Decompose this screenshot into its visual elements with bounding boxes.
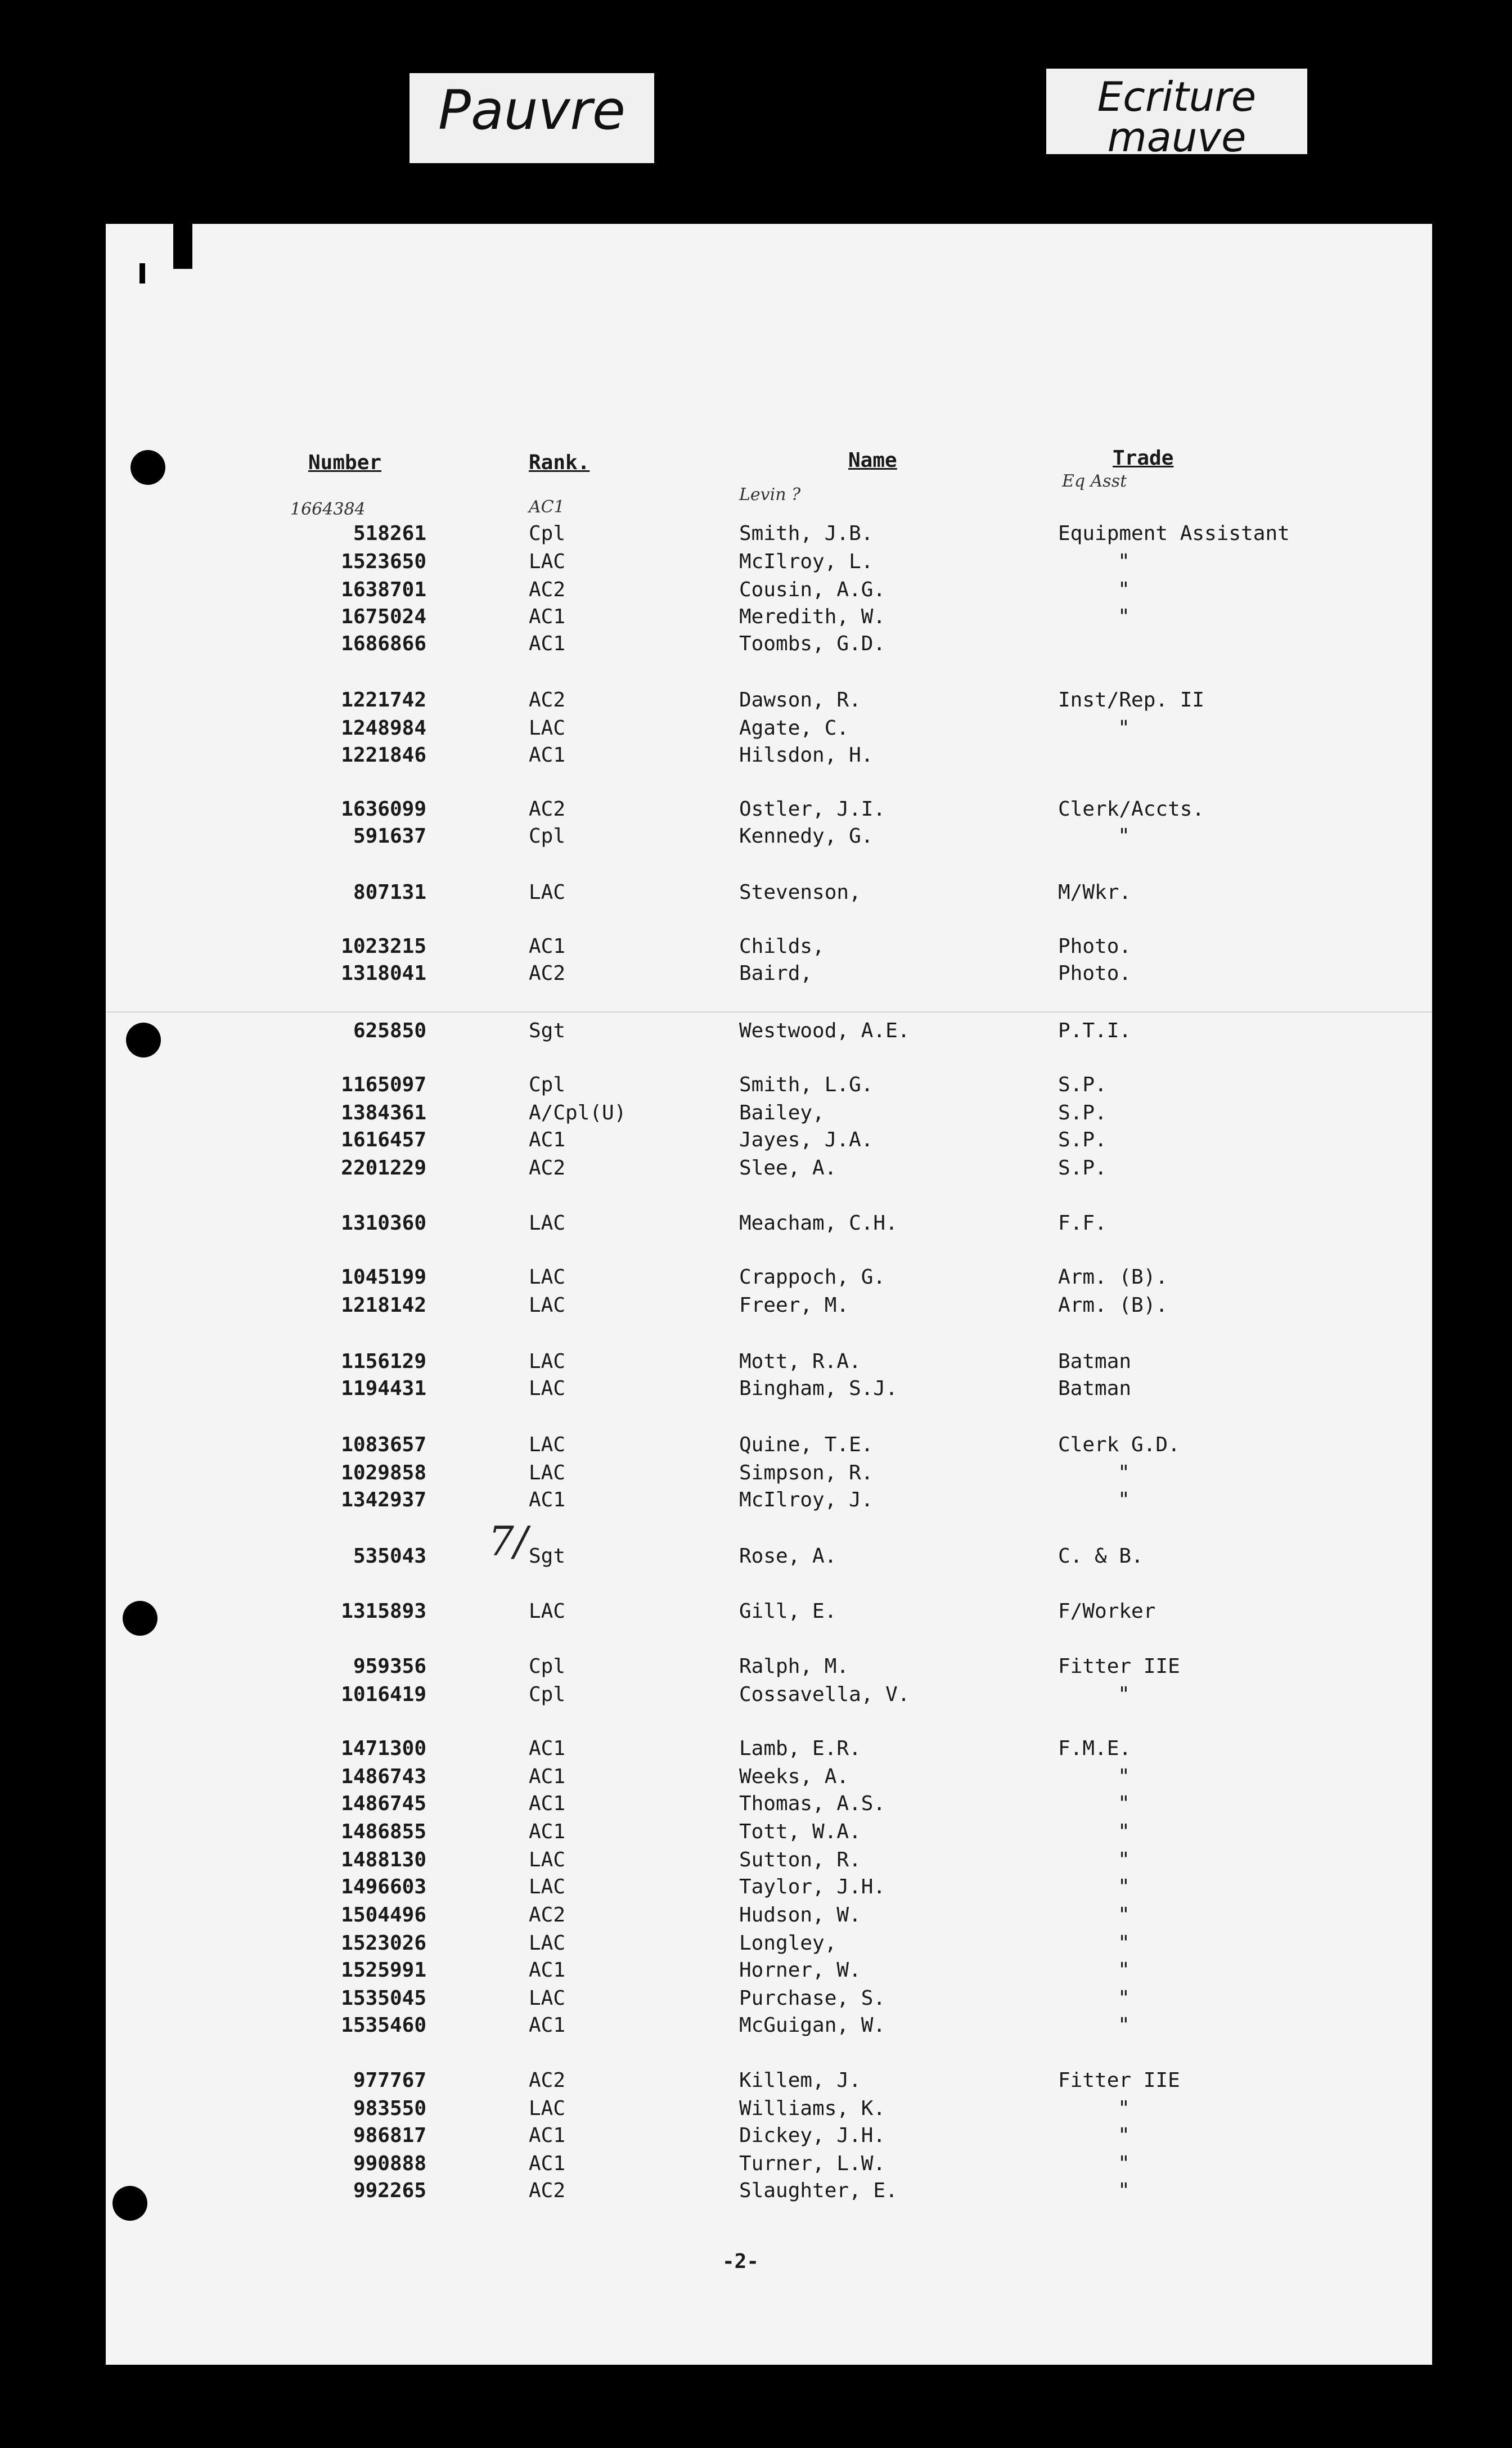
rank-cell: AC1 (529, 744, 566, 767)
name-cell: Toombs, G.D. (739, 632, 886, 655)
rank-cell: AC1 (529, 2152, 566, 2175)
rank-cell: LAC (529, 1433, 566, 1456)
header-number: Number (308, 451, 382, 474)
handwritten-rank: AC1 (529, 497, 565, 517)
name-cell: Turner, L.W. (739, 2152, 886, 2175)
trade-cell: " (1118, 717, 1130, 740)
rank-cell: AC1 (529, 1959, 566, 1982)
trade-cell: S.P. (1058, 1073, 1107, 1096)
trade-cell: " (1118, 1959, 1130, 1982)
number-cell: 1342937 (341, 1488, 426, 1511)
number-cell: 1016419 (341, 1683, 426, 1706)
trade-cell: " (1118, 550, 1130, 573)
number-cell: 1471300 (341, 1737, 426, 1760)
handwritten-number: 1664384 (290, 500, 366, 519)
name-cell: Tott, W.A. (739, 1820, 861, 1843)
number-cell: 535043 (353, 1545, 426, 1568)
number-cell: 1488130 (341, 1848, 426, 1871)
handwritten-trade: Eq Asst (1062, 471, 1127, 491)
number-cell: 1523026 (341, 1932, 426, 1955)
tag-text-line1: Ecriture (1097, 73, 1257, 120)
number-cell: 1636099 (341, 798, 426, 821)
number-cell: 1686866 (341, 632, 426, 655)
table-row (106, 1875, 1432, 1904)
table-row (106, 717, 1432, 745)
trade-cell: F/Worker (1058, 1600, 1156, 1623)
table-row (106, 1987, 1432, 2015)
table-row (106, 1904, 1432, 1932)
rank-cell: AC1 (529, 632, 566, 655)
number-cell: 1194431 (341, 1377, 426, 1400)
name-cell: Hilsdon, H. (739, 744, 874, 767)
number-cell: 1165097 (341, 1073, 426, 1096)
name-cell: Mott, R.A. (739, 1350, 861, 1373)
number-cell: 1156129 (341, 1350, 426, 1373)
rank-cell: Cpl (529, 1073, 566, 1096)
trade-cell: " (1118, 1765, 1130, 1788)
name-cell: Cossavella, V. (739, 1683, 910, 1706)
number-cell: 1221846 (341, 744, 426, 767)
rank-cell: Cpl (529, 825, 566, 848)
table-row (106, 1792, 1432, 1820)
trade-cell: Fitter IIE (1058, 2069, 1180, 2092)
name-cell: Baird, (739, 962, 813, 985)
handwritten-name: Levin ? (739, 485, 801, 505)
name-cell: Jayes, J.A. (739, 1128, 874, 1151)
table-row (106, 1156, 1432, 1185)
table-row (106, 1737, 1432, 1765)
rank-cell: Cpl (529, 522, 566, 545)
table-row (106, 1820, 1432, 1848)
name-cell: Childs, (739, 935, 825, 958)
table-row (106, 1683, 1432, 1711)
trade-cell: Clerk/Accts. (1058, 798, 1205, 821)
table-row (106, 2124, 1432, 2152)
name-cell: Simpson, R. (739, 1461, 874, 1484)
rank-cell: LAC (529, 717, 566, 740)
rank-cell: AC1 (529, 2124, 566, 2147)
table-row (106, 2152, 1432, 2180)
trade-cell: Photo. (1058, 962, 1132, 985)
table-row (106, 1101, 1432, 1130)
table-row (106, 1350, 1432, 1378)
table-row (106, 2097, 1432, 2125)
table-row (106, 881, 1432, 909)
name-cell: Rose, A. (739, 1545, 837, 1568)
header-name: Name (848, 449, 897, 472)
number-cell: 992265 (353, 2179, 426, 2202)
number-cell: 1638701 (341, 578, 426, 601)
fold-line (106, 1011, 1432, 1012)
table-row (106, 744, 1432, 772)
table-row (106, 1488, 1432, 1516)
trade-cell: S.P. (1058, 1156, 1107, 1180)
number-cell: 807131 (353, 881, 426, 904)
table-row (106, 1377, 1432, 1405)
name-cell: Dawson, R. (739, 688, 861, 712)
header-trade: Trade (1113, 447, 1174, 470)
trade-cell: " (1118, 1461, 1130, 1484)
trade-cell: S.P. (1058, 1128, 1107, 1151)
name-cell: McIlroy, L. (739, 550, 874, 573)
rank-cell: AC1 (529, 2014, 566, 2037)
name-cell: Smith, J.B. (739, 522, 874, 545)
name-cell: Meredith, W. (739, 605, 886, 628)
annotation-tag-ecriture-mauve (1046, 69, 1307, 161)
rank-cell: AC1 (529, 1737, 566, 1760)
trade-cell: " (1118, 1488, 1130, 1511)
number-cell: 518261 (353, 522, 426, 545)
table-row (106, 1655, 1432, 1683)
trade-cell: " (1118, 2179, 1130, 2202)
trade-cell: " (1118, 1848, 1130, 1871)
name-cell: Bailey, (739, 1101, 825, 1124)
rank-cell: LAC (529, 1987, 566, 2010)
table-row (106, 798, 1432, 826)
trade-cell: Clerk G.D. (1058, 1433, 1180, 1456)
name-cell: Smith, L.G. (739, 1073, 874, 1096)
rank-cell: LAC (529, 1600, 566, 1623)
table-row (106, 578, 1432, 606)
name-cell: Weeks, A. (739, 1765, 849, 1788)
rank-cell: AC2 (529, 578, 566, 601)
trade-cell: " (1118, 2124, 1130, 2147)
trade-cell: S.P. (1058, 1101, 1107, 1124)
number-cell: 1045199 (341, 1266, 426, 1289)
rank-cell: AC1 (529, 1765, 566, 1788)
rank-cell: AC1 (529, 605, 566, 628)
name-cell: Purchase, S. (739, 1987, 886, 2010)
trade-cell: F.F. (1058, 1212, 1107, 1235)
trade-cell: Arm. (B). (1058, 1294, 1168, 1317)
table-row (106, 1932, 1432, 1960)
table-row (106, 935, 1432, 963)
rank-cell: LAC (529, 2097, 566, 2120)
trade-cell: " (1118, 1875, 1130, 1898)
table-row (106, 1461, 1432, 1490)
number-cell: 1384361 (341, 1101, 426, 1124)
number-cell: 1486855 (341, 1820, 426, 1843)
number-cell: 983550 (353, 2097, 426, 2120)
table-row (106, 1128, 1432, 1156)
name-cell: Thomas, A.S. (739, 1792, 886, 1815)
number-cell: 1525991 (341, 1959, 426, 1982)
trade-cell: Arm. (B). (1058, 1266, 1168, 1289)
rank-cell: LAC (529, 1212, 566, 1235)
trade-cell: Batman (1058, 1350, 1132, 1373)
number-cell: 1675024 (341, 605, 426, 628)
trade-cell: " (1118, 1987, 1130, 2010)
table-row (106, 688, 1432, 717)
trade-cell: " (1118, 1820, 1130, 1843)
trade-cell: " (1118, 605, 1130, 628)
rank-cell: AC2 (529, 688, 566, 712)
trade-cell: Inst/Rep. II (1058, 688, 1205, 712)
name-cell: Agate, C. (739, 717, 849, 740)
rank-cell: A/Cpl(U) (529, 1101, 627, 1124)
page-number: -2- (722, 2250, 759, 2273)
trade-cell: " (1118, 1932, 1130, 1955)
trade-cell: " (1118, 2152, 1130, 2175)
table-row (106, 1545, 1432, 1573)
rank-cell: AC2 (529, 962, 566, 985)
table-row (106, 1848, 1432, 1876)
name-cell: Freer, M. (739, 1294, 849, 1317)
table-row (106, 550, 1432, 578)
table-row (106, 1073, 1432, 1101)
name-cell: Kennedy, G. (739, 825, 874, 848)
trade-cell: " (1118, 2014, 1130, 2037)
handwritten-rank-prefix: 7/ (488, 1518, 528, 1565)
name-cell: Ostler, J.I. (739, 798, 886, 821)
number-cell: 1315893 (341, 1600, 426, 1623)
rank-cell: LAC (529, 1350, 566, 1373)
number-cell: 1523650 (341, 550, 426, 573)
number-cell: 1029858 (341, 1461, 426, 1484)
number-cell: 990888 (353, 2152, 426, 2175)
trade-cell: Fitter IIE (1058, 1655, 1180, 1678)
rank-cell: AC2 (529, 1904, 566, 1927)
name-cell: Killem, J. (739, 2069, 861, 2092)
rank-cell: LAC (529, 881, 566, 904)
document-page (106, 224, 1432, 2365)
name-cell: McIlroy, J. (739, 1488, 874, 1511)
number-cell: 1318041 (341, 962, 426, 985)
annotation-tag-pauvre (410, 73, 654, 163)
number-cell: 1310360 (341, 1212, 426, 1235)
number-cell: 1496603 (341, 1875, 426, 1898)
table-row (106, 522, 1432, 550)
name-cell: McGuigan, W. (739, 2014, 886, 2037)
trade-cell: C. & B. (1058, 1545, 1144, 1568)
number-cell: 1023215 (341, 935, 426, 958)
number-cell: 1504496 (341, 1904, 426, 1927)
rank-cell: LAC (529, 1932, 566, 1955)
rank-cell: LAC (529, 550, 566, 573)
ink-smudge (173, 224, 192, 269)
trade-cell: P.T.I. (1058, 1019, 1132, 1042)
table-row (106, 825, 1432, 853)
number-cell: 1486745 (341, 1792, 426, 1815)
number-cell: 2201229 (341, 1156, 426, 1180)
trade-cell: " (1118, 1683, 1130, 1706)
name-cell: Horner, W. (739, 1959, 861, 1982)
rank-cell: LAC (529, 1266, 566, 1289)
number-cell: 1221742 (341, 688, 426, 712)
name-cell: Crappoch, G. (739, 1266, 886, 1289)
trade-cell: Batman (1058, 1377, 1132, 1400)
name-cell: Slee, A. (739, 1156, 837, 1180)
name-cell: Meacham, C.H. (739, 1212, 898, 1235)
name-cell: Sutton, R. (739, 1848, 861, 1871)
number-cell: 1218142 (341, 1294, 426, 1317)
number-cell: 1616457 (341, 1128, 426, 1151)
number-cell: 986817 (353, 2124, 426, 2147)
table-row (106, 2179, 1432, 2207)
trade-cell: " (1118, 1904, 1130, 1927)
rank-cell: LAC (529, 1461, 566, 1484)
name-cell: Gill, E. (739, 1600, 837, 1623)
table-row (106, 962, 1432, 990)
table-row (106, 1433, 1432, 1461)
tag-text: Pauvre (438, 79, 626, 142)
trade-cell: Photo. (1058, 935, 1132, 958)
rank-cell: AC2 (529, 1156, 566, 1180)
number-cell: 1486743 (341, 1765, 426, 1788)
table-row (106, 2014, 1432, 2042)
table-row (106, 1294, 1432, 1322)
rank-cell: AC1 (529, 1820, 566, 1843)
rank-cell: LAC (529, 1294, 566, 1317)
table-row (106, 1212, 1432, 1240)
trade-cell: " (1118, 825, 1130, 848)
table-row (106, 1600, 1432, 1628)
name-cell: Quine, T.E. (739, 1433, 874, 1456)
rank-cell: Sgt (529, 1019, 566, 1042)
number-cell: 1083657 (341, 1433, 426, 1456)
name-cell: Slaughter, E. (739, 2179, 898, 2202)
table-row (106, 1959, 1432, 1987)
number-cell: 625850 (353, 1019, 426, 1042)
rank-cell: Cpl (529, 1655, 566, 1678)
name-cell: Hudson, W. (739, 1904, 861, 1927)
trade-cell: M/Wkr. (1058, 881, 1132, 904)
name-cell: Ralph, M. (739, 1655, 849, 1678)
ink-smudge (140, 263, 145, 284)
table-row (106, 2069, 1432, 2097)
rank-cell: AC2 (529, 2069, 566, 2092)
rank-cell: Cpl (529, 1683, 566, 1706)
table-row (106, 1765, 1432, 1793)
number-cell: 1248984 (341, 717, 426, 740)
rank-cell: AC1 (529, 1792, 566, 1815)
rank-cell: LAC (529, 1377, 566, 1400)
name-cell: Dickey, J.H. (739, 2124, 886, 2147)
name-cell: Longley, (739, 1932, 837, 1955)
name-cell: Cousin, A.G. (739, 578, 886, 601)
rank-cell: AC1 (529, 1128, 566, 1151)
table-row (106, 1266, 1432, 1294)
table-row (106, 632, 1432, 660)
number-cell: 959356 (353, 1655, 426, 1678)
punch-hole (130, 450, 165, 485)
rank-cell: LAC (529, 1875, 566, 1898)
rank-cell: LAC (529, 1848, 566, 1871)
rank-cell: AC1 (529, 935, 566, 958)
trade-cell: " (1118, 578, 1130, 601)
table-row (106, 1019, 1432, 1047)
name-cell: Stevenson, (739, 881, 861, 904)
number-cell: 591637 (353, 825, 426, 848)
rank-cell: AC2 (529, 2179, 566, 2202)
number-cell: 977767 (353, 2069, 426, 2092)
name-cell: Lamb, E.R. (739, 1737, 861, 1760)
number-cell: 1535045 (341, 1987, 426, 2010)
trade-cell: " (1118, 1792, 1130, 1815)
trade-cell: F.M.E. (1058, 1737, 1132, 1760)
rank-cell: Sgt (529, 1545, 566, 1568)
trade-cell: Equipment Assistant (1058, 522, 1290, 545)
rank-cell: AC2 (529, 798, 566, 821)
trade-cell: " (1118, 2097, 1130, 2120)
name-cell: Westwood, A.E. (739, 1019, 910, 1042)
header-rank: Rank. (529, 451, 590, 474)
table-row (106, 605, 1432, 633)
name-cell: Taylor, J.H. (739, 1875, 886, 1898)
number-cell: 1535460 (341, 2014, 426, 2037)
name-cell: Williams, K. (739, 2097, 886, 2120)
rank-cell: AC1 (529, 1488, 566, 1511)
tag-text-line2: mauve (1107, 114, 1246, 161)
name-cell: Bingham, S.J. (739, 1377, 898, 1400)
